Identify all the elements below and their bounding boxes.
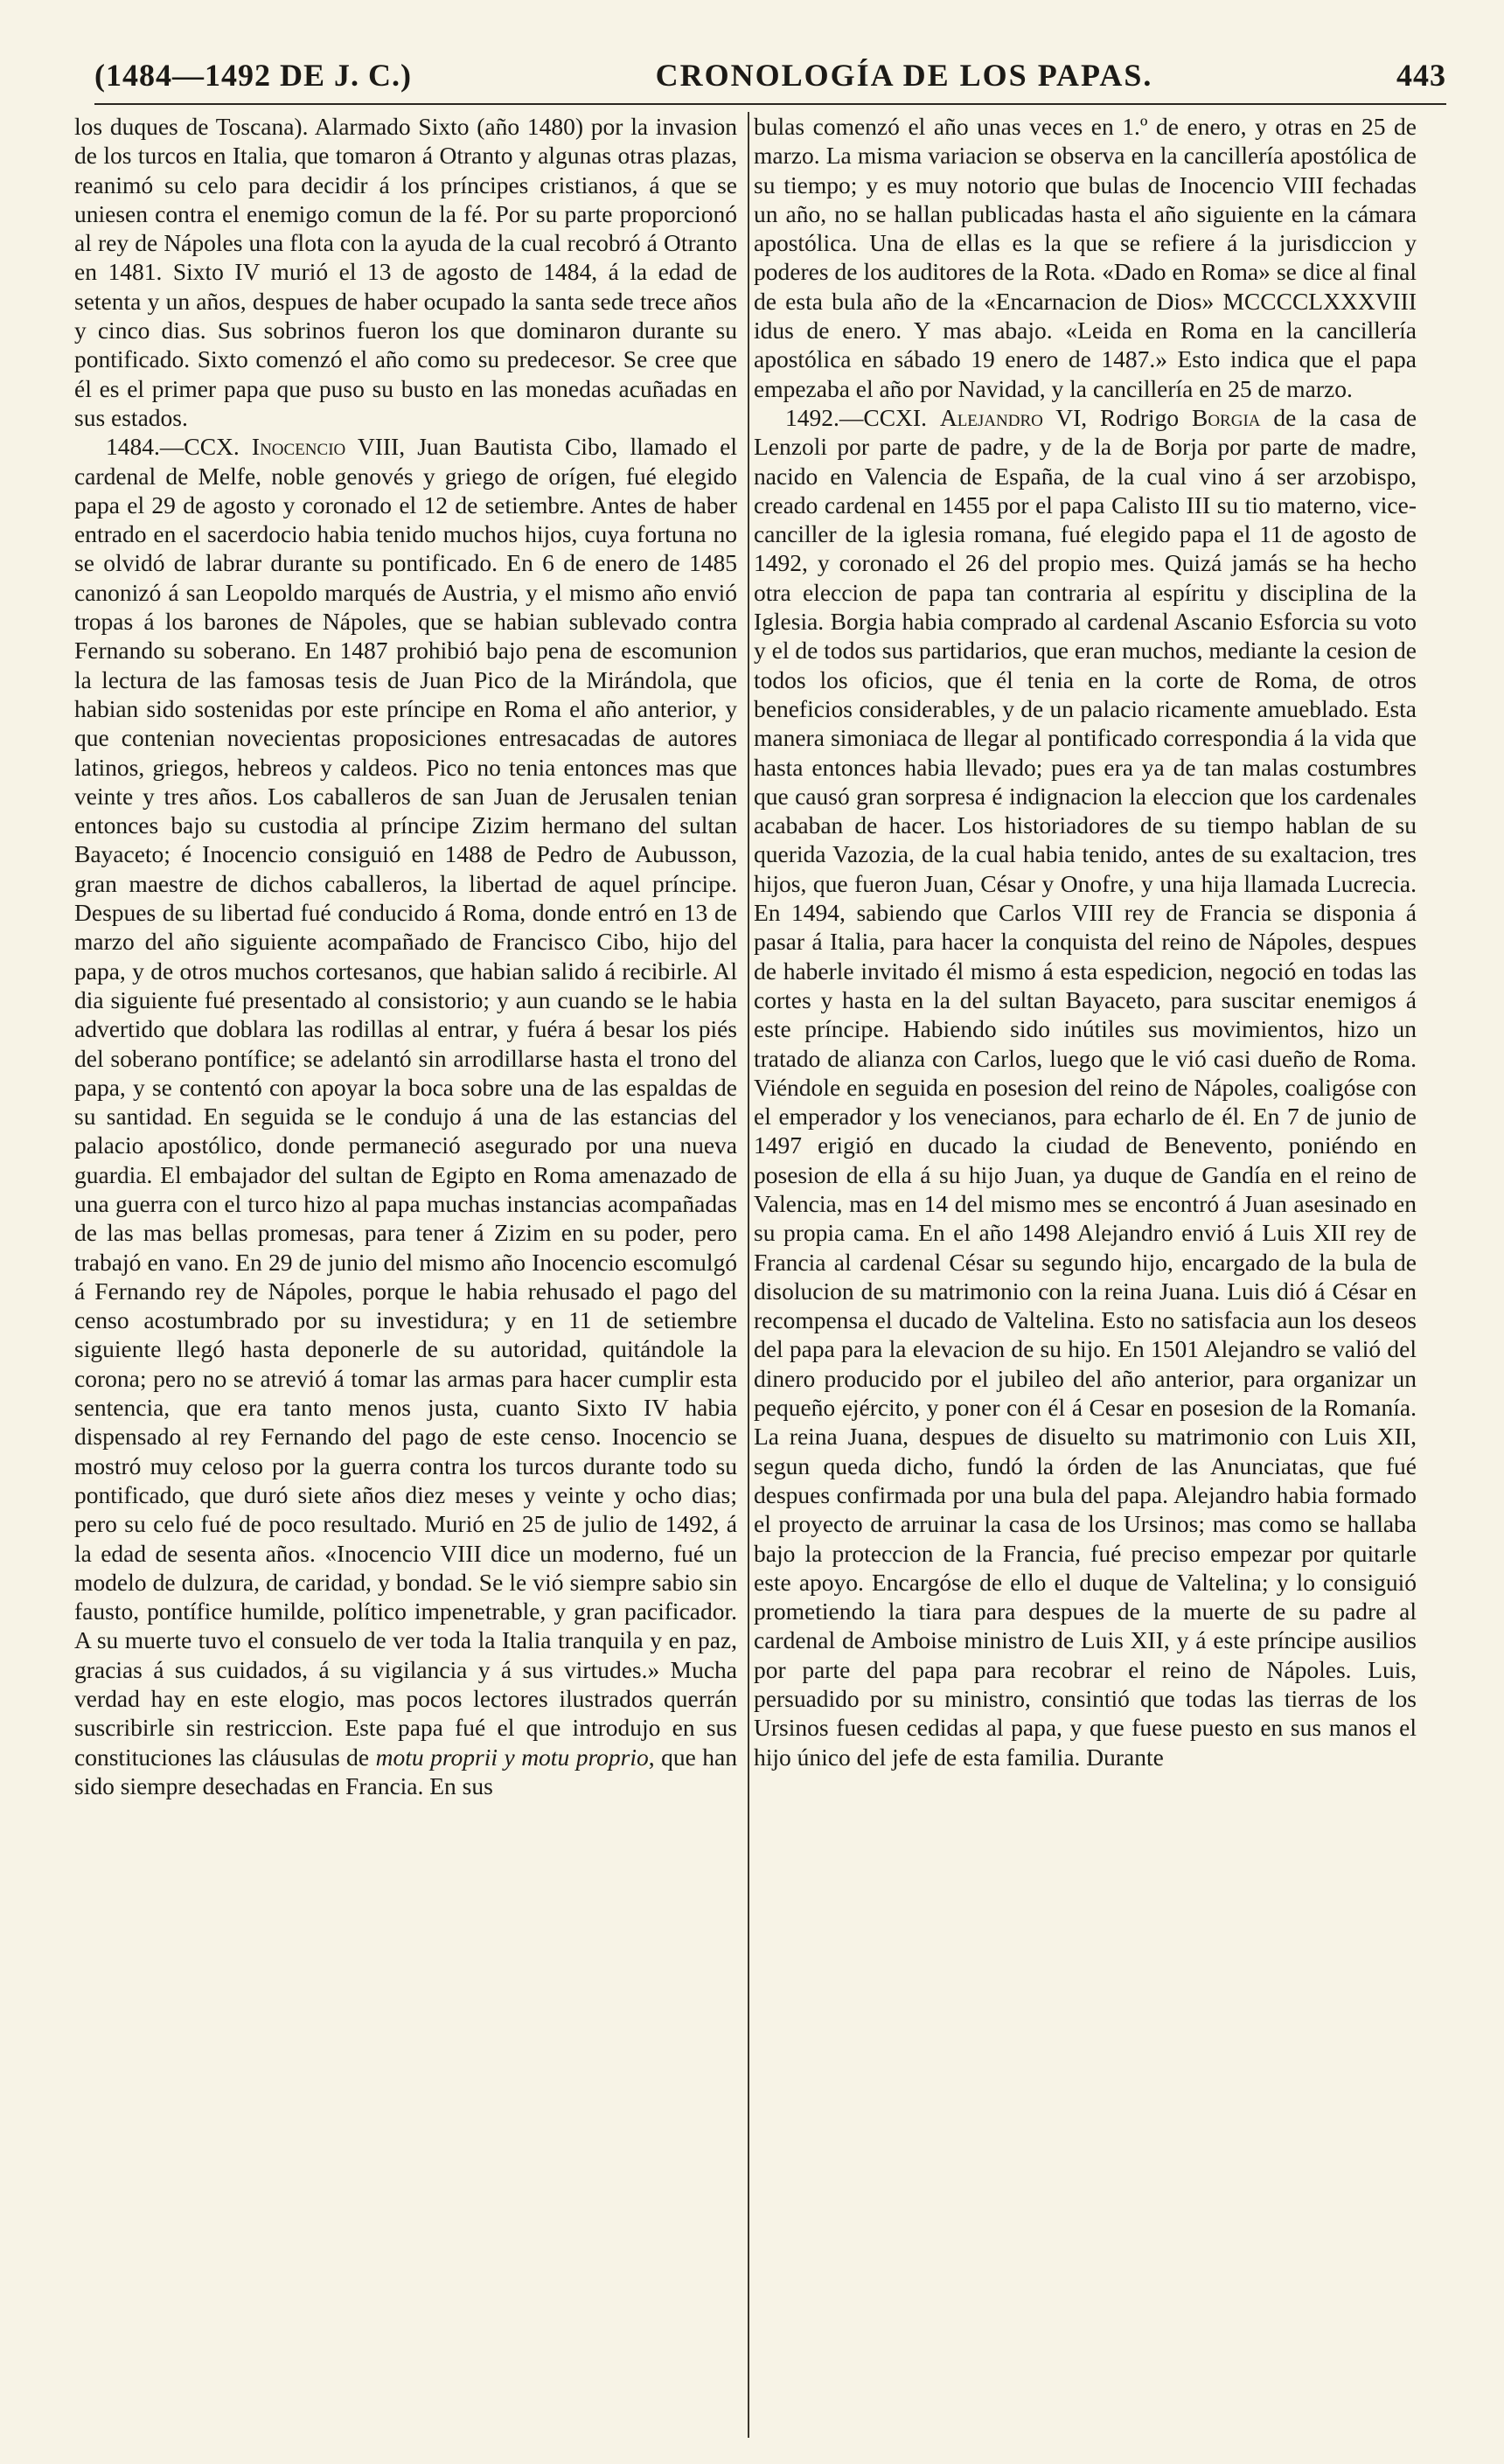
page-number: 443 [1396, 58, 1446, 93]
pope-name-alejandro: Alejandro VI [939, 403, 1082, 431]
left-paragraph-1: los duques de Toscana). Alarmado Sixto (año 1480) por la invasion de los turcos en Italia, que tomaron á Otranto y algunas otras plazas, reanimó su celo para decidir á los príncipes cristianos, á que se uniesen contra el enemigo comun de la fé. Por su parte proporcionó al rey de Nápoles una flota con la ayuda de la cual recobró á Otranto en 1481. Sixto IV murió el 13 de agosto de 1484, á la edad de setenta y un años, despues de haber ocupado la santa sede trece años y cinco dias. Sus sobrinos fueron los que dominaron durante su pontificado. Sixto comenzó el año como su predecesor. Se cree que él es el primer papa que puso su busto en las monedas acuñadas en sus estados. [74, 113, 737, 431]
right-column [754, 112, 1417, 2438]
right-paragraph-1: bulas comenzó el año unas veces en 1.º de enero, y otras en 25 de marzo. La misma variacion se observa en la cancillería apostólica de su tiempo; y es muy notorio que bulas de Inocencio VIII fechadas un año, no se hallan publicadas hasta el año siguiente en la cámara apostólica. Una de ellas es la que se refiere á la jurisdiccion y poderes de los auditores de la Rota. «Dado en Roma» se dice al final de esta bula año de la «Encarnacion de Dios» MCCCCLXXXVIII idus de enero. Y mas abajo. «Leida en Roma en la cancillería apostólica en sábado 19 enero de 1487.» Esto indica que el papa empezaba el año por Navidad, y la cancillería en 25 de marzo. [754, 113, 1417, 402]
header-date-range: (1484—1492 DE J. C.) [94, 58, 412, 93]
pope-name-inocencio: Inocencio VIII [251, 433, 400, 461]
entry-number-ccx: 1484.—CCX. [106, 433, 240, 461]
header-rule [94, 103, 1446, 105]
column-divider [748, 112, 749, 2438]
family-name-borgia: Borgia [1191, 403, 1261, 431]
right-paragraph-2-body: de la casa de Lenzoli por parte de padre, y de la de Borja por parte de madre, nacido en Valencia de España, de la cual vino á ser arzobispo, creado cardenal en 1455 por el papa Calisto III su tio materno, vice-canciller de la iglesia romana, fué elegido papa el 11 de agosto de 1492, y coronado el 26 del propio mes. Quizá jamás se ha hecho otra eleccion de papa tan contraria al espíritu y disciplina de la Iglesia. Borgia habia comprado al cardenal Ascanio Esforcia su voto y el de todos sus partidarios, que eran muchos, mediante la cesion de todos los oficios, que él tenia en la corte de Roma, de otros beneficios considerables, y de un palacio ricamente amueblado. Esta manera simoniaca de llegar al pontificado correspondia á la vida que hasta entonces habia llevado; pues era ya de tan malas costumbres que causó gran sorpresa é indignacion la eleccion que los cardenales acababan de hacer. Los historiadores de su tiempo hablan de su querida Vazozia, de la cual habia tenido, antes de su exaltacion, tres hijos, que fueron Juan, César y Onofre, y una hija llamada Lucrecia. En 1494, sabiendo que Carlos VIII rey de Francia se disponia á pasar á Italia, para hacer la conquista del reino de Nápoles, despues de haberle invitado él mismo á esta espedicion, negoció en todas las cortes y hasta en la del sultan Bayaceto, para suscitar enemigos á este príncipe. Habiendo sido inútiles sus movimientos, hizo un tratado de alianza con Carlos, luego que le vió casi dueño de Roma. Viéndole en seguida en posesion del reino de Nápoles, coaligóse con el emperador y los venecianos, para echarlo de él. En 7 de junio de 1497 erigió en ducado la ciudad de Benevento, poniéndo en posesion de ella á su hijo Juan, ya duque de Gandía en el reino de Valencia, mas en 14 del mismo mes se encontró á Juan asesinado en su propia cama. En el año 1498 Alejandro envió á Luis XII rey de Francia al cardenal César su segundo hijo, encargado de la bula de disolucion de su matrimonio con la reina Juana. Luis dió á César en recompensa el ducado de Valtelina. Esto no satisfacia aun los deseos del papa para la elevacion de su hijo. En 1501 Alejandro se valió del dinero producido por el jubileo del año anterior, para organizar un pequeño ejército, y poner con él á Cesar en posesion de la Romanía. La reina Juana, despues de disuelto su matrimonio con Luis XII, segun queda dicho, fundó la órden de las Anunciatas, que fué despues confirmada por una bula del papa. Alejandro habia formado el proyecto de arruinar la casa de los Ursinos; mas como se hallaba bajo la proteccion de la Francia, fué preciso empezar por quitarle este apoyo. Encargóse de ello el duque de Valtelina; y lo consiguió prometiendo la tiara para despues de la muerte de su padre al cardenal de Amboise ministro de Luis XII, y á este príncipe ausilios por parte del papa para recobrar el reino de Nápoles. Luis, persuadido por su ministro, consintió que todas las tierras de los Ursinos fuesen cedidas al papa, y que fuese puesto en sus manos el hijo único del jefe de esta familia. Durante [754, 403, 1417, 1771]
right-paragraph-2 [754, 403, 1417, 1771]
running-header [94, 51, 1446, 100]
left-paragraph-2-end: , que han sido siempre desechadas en Francia. En sus [74, 1743, 737, 1799]
left-paragraph-2-body: , Juan Bautista Cibo, llamado el cardenal de Melfe, noble genovés y griego de orígen, fué elegido papa el 29 de agosto y coronado el 12 de setiembre. Antes de haber entrado en el sacerdocio habia tenido muchos hijos, cuya fortuna no se olvidó de labrar durante su pontificado. En 6 de enero de 1485 canonizó á san Leopoldo marqués de Austria, y el mismo año envió tropas á los barones de Nápoles, que se habian sublevado contra Fernando su soberano. En 1487 prohibió bajo pena de escomunion la lectura de las famosas tesis de Juan Pico de la Mirándola, que habian sido sostenidas por este príncipe en Roma el año anterior, y que contenian novecientas proposiciones entresacadas de autores latinos, griegos, hebreos y caldeos. Pico no tenia entonces mas que veinte y tres años. Los caballeros de san Juan de Jerusalen tenian entonces bajo su custodia al príncipe Zizim hermano del sultan Bayaceto; é Inocencio consiguió en 1488 de Pedro de Aubusson, gran maestre de dichos caballeros, la libertad de aquel príncipe. Despues de su libertad fué conducido á Roma, donde entró en 13 de marzo del año siguiente acompañado de Francisco Cibo, hijo del papa, y de otros muchos cortesanos, que habian salido á recibirle. Al dia siguiente fué presentado al consistorio; y aun cuando se le habia advertido que doblara las rodillas al entrar, y fuéra á besar los piés del soberano pontífice; se adelantó sin arrodillarse hasta el trono del papa, y se contentó con apoyar la boca sobre una de las espaldas de su santidad. En seguida se le condujo á una de las estancias del palacio apostólico, donde permaneció asegurado por una nueva guardia. El embajador del sultan de Egipto en Roma amenazado de una guerra con el turco hizo al papa muchas instancias acompañadas de las mas bellas promesas, para tener á Zizim en su poder, pero trabajó en vano. En 29 de junio del mismo año Inocencio escomulgó á Fernando rey de Nápoles, porque le habia rehusado el pago del censo acostumbrado por su investidura; y en 11 de setiembre siguiente llegó hasta deponerle de su autoridad, quitándole la corona; pero no se atrevió á tomar las armas para hacer cumplir esta sentencia, que era tanto menos justa, cuanto Sixto IV habia dispensado al rey Fernando del pago de este censo. Inocencio se mostró muy celoso por la guerra contra los turcos durante todo su pontificado, que duró siete años diez meses y veinte y ocho dias; pero su celo fué de poco resultado. Murió en 25 de julio de 1492, á la edad de sesenta años. «Inocencio VIII dice un moderno, fué un modelo de dulzura, de caridad, y bondad. Se le vió siempre sabio sin fausto, pontífice humilde, político impenetrable, y gran pacificador. A su muerte tuvo el consuelo de ver toda la Italia tranquila y en paz, gracias á sus cuidados, á su vigilancia y á sus virtudes.» Mucha verdad hay en este elogio, mas pocos lectores ilustrados querrán suscribirle sin restriccion. Este papa fué el que introdujo en sus constituciones las cláusulas de [74, 433, 737, 1771]
latin-clause: motu proprii y motu proprio [375, 1743, 649, 1771]
right-paragraph-2-mid: , Rodrigo [1081, 403, 1192, 431]
left-column [74, 112, 737, 2438]
left-paragraph-2 [74, 432, 737, 1800]
header-title: CRONOLOGÍA DE LOS PAPAS. [655, 58, 1153, 93]
entry-number-ccxi: 1492.—CCXI. [785, 403, 927, 431]
